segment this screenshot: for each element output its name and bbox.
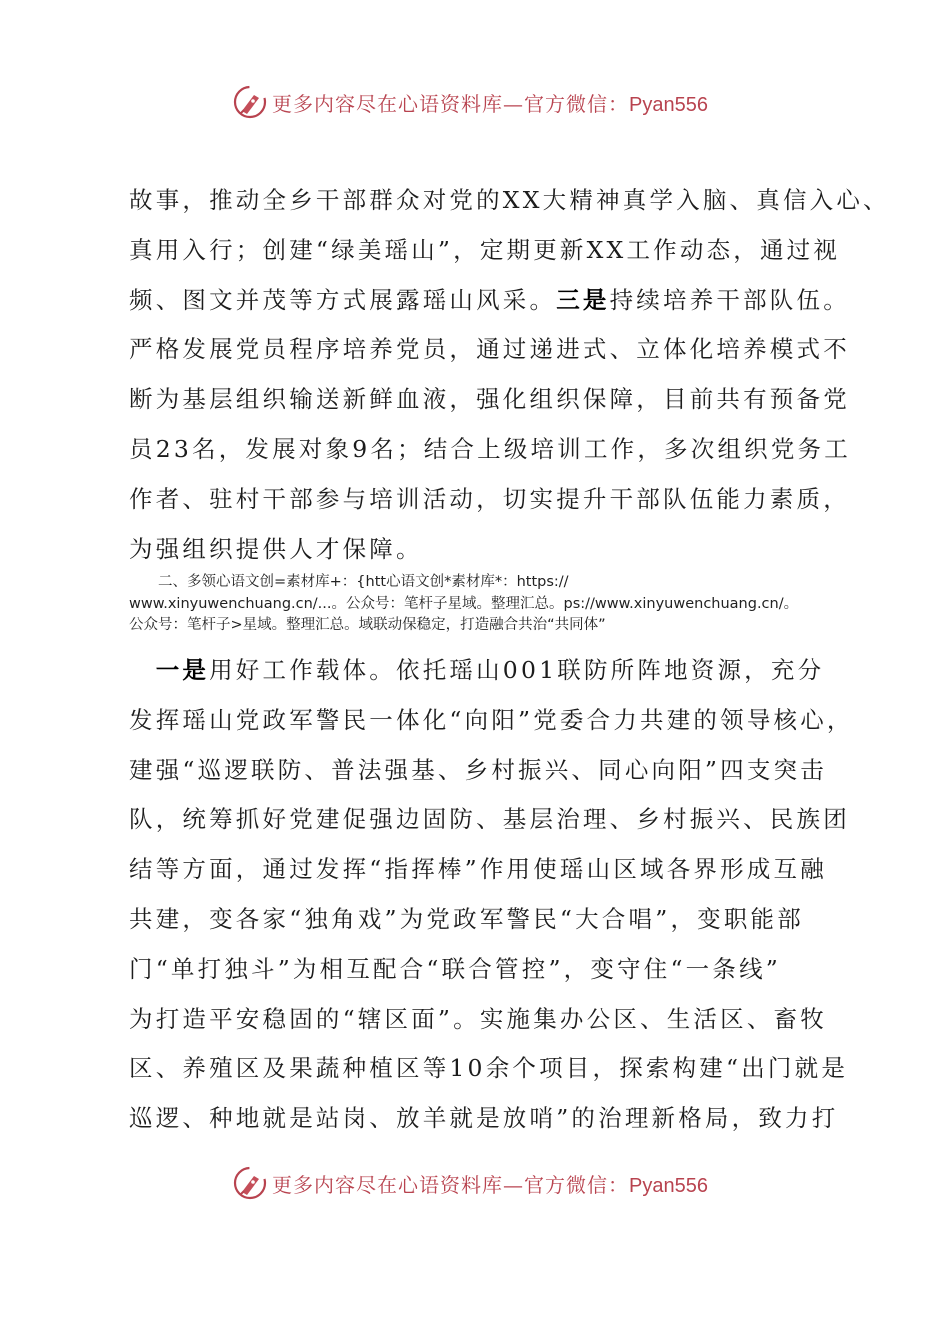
section-note [129,572,834,637]
text-line: 频、图文并茂等方式展露瑶山风采。三是持续培养干部队伍。 [129,285,850,314]
note-line: www.xinyuwenchuang.cn/...。公众号：笔杆子星域。整理汇总。ps://www.xinyuwenchuang.cn/。 [129,595,799,612]
paragraph-1 [129,176,890,574]
text-line: 区、养殖区及果蔬种植区等10余个项目，探索构建“出门就是 [129,1054,849,1083]
wechat-id: Pyan556 [629,1174,708,1197]
header-banner [232,82,752,122]
pen-nib-logo-icon [232,84,268,120]
note-line: 二、多领心语文创=素材库+：{htt心语文创*素材库*：https:// [129,574,569,590]
text-line: 一是用好工作载体。依托瑶山001联防所阵地资源，充分 [155,656,825,684]
text-line: 为打造平安稳固的“辖区面”。实施集办公区、生活区、畜牧 [129,1004,827,1033]
bold-lead: 三是 [556,285,610,314]
pen-nib-logo-icon [232,1165,268,1201]
text-line: 队，统筹抓好党建促强边固防、基层治理、乡村振兴、民族团 [129,805,850,834]
banner-text: 更多内容尽在心语资料库—官方微信：Pyan556 [272,91,708,116]
text-line: 故事，推动全乡干部群众对党的XX大精神真学入脑、真信入心、 [129,186,890,214]
text-line: 共建，变各家“独角戏”为党政军警民“大合唱”，变职能部 [129,904,804,933]
text-line: 发挥瑶山党政军警民一体化“向阳”党委合力共建的领导核心， [129,705,854,734]
text-line: 严格发展党员程序培养党员，通过递进式、立体化培养模式不 [129,335,850,364]
bold-lead: 一是 [155,656,210,684]
text-line: 作者、驻村干部参与培训活动，切实提升干部队伍能力素质， [129,484,850,513]
paragraph-2 [129,646,854,1144]
text-line: 员23名，发展对象9名；结合上级培训工作，多次组织党务工 [129,434,851,463]
text-line: 建强“巡逻联防、普法强基、乡村振兴、同心向阳”四支突击 [129,755,827,784]
text-line: 断为基层组织输送新鲜血液，强化组织保障，目前共有预备党 [129,385,850,414]
footer-banner [232,1163,752,1203]
note-line: 公众号：笔杆子>星域。整理汇总。域联动保稳定，打造融合共治“共同体” [129,617,606,633]
banner-text: 更多内容尽在心语资料库—官方微信：Pyan556 [272,1172,708,1197]
text-line: 门“单打独斗”为相互配合“联合管控”，变守住“一条线” [129,954,781,983]
wechat-id: Pyan556 [629,93,708,116]
text-line: 为强组织提供人才保障。 [129,534,423,563]
text-line: 结等方面，通过发挥“指挥棒”作用使瑶山区域各界形成互融 [129,855,827,884]
text-line: 巡逻、种地就是站岗、放羊就是放哨”的治理新格局，致力打 [129,1104,839,1133]
text-line: 真用入行；创建“绿美瑶山”，定期更新XX工作动态，通过视 [129,235,841,264]
